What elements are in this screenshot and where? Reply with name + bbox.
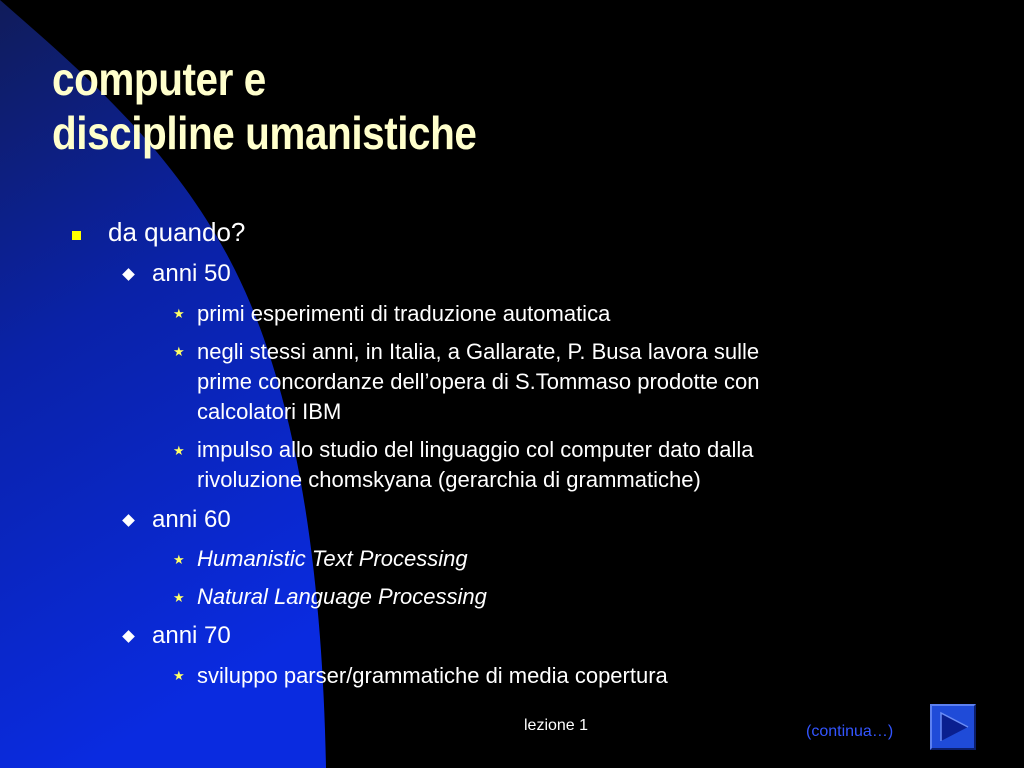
continue-link[interactable]: (continua…)	[806, 723, 894, 740]
footer-label: lezione 1	[524, 717, 589, 734]
title-line-2: discipline umanistiche	[52, 107, 477, 159]
star-bullet-icon: ★	[173, 444, 185, 459]
section-anni-50: anni 50	[152, 260, 231, 287]
list-item-line: prime concordanze dell’opera di S.Tommaso prodotte con	[197, 369, 760, 394]
diamond-bullet-icon	[122, 514, 135, 527]
list-item: sviluppo parser/grammatiche di media copertura	[197, 663, 668, 688]
title-line-1: computer e	[52, 53, 266, 105]
list-item-line: calcolatori IBM	[197, 399, 342, 424]
square-bullet-icon	[72, 231, 81, 240]
star-bullet-icon: ★	[173, 345, 185, 360]
play-arrow-icon	[932, 706, 974, 748]
list-item: primi esperimenti di traduzione automatica	[197, 301, 611, 326]
star-bullet-icon: ★	[173, 591, 185, 606]
list-item: Natural Language Processing	[197, 584, 487, 609]
list-item-line: negli stessi anni, in Italia, a Gallarate, P. Busa lavora sulle	[197, 339, 760, 364]
diamond-bullet-icon	[122, 268, 135, 281]
star-bullet-icon: ★	[173, 307, 185, 322]
section-anni-70: anni 70	[152, 622, 231, 649]
diamond-bullet-icon	[122, 630, 135, 643]
star-bullet-icon: ★	[173, 669, 185, 684]
star-bullet-icon: ★	[173, 553, 185, 568]
next-slide-button[interactable]	[930, 704, 976, 750]
list-item-line: rivoluzione chomskyana (gerarchia di grammatiche)	[197, 467, 701, 492]
outline-question: da quando?	[108, 217, 246, 247]
section-anni-60: anni 60	[152, 506, 231, 533]
list-item-line: impulso allo studio del linguaggio col computer dato dalla	[197, 437, 754, 462]
list-item: Humanistic Text Processing	[197, 546, 468, 571]
